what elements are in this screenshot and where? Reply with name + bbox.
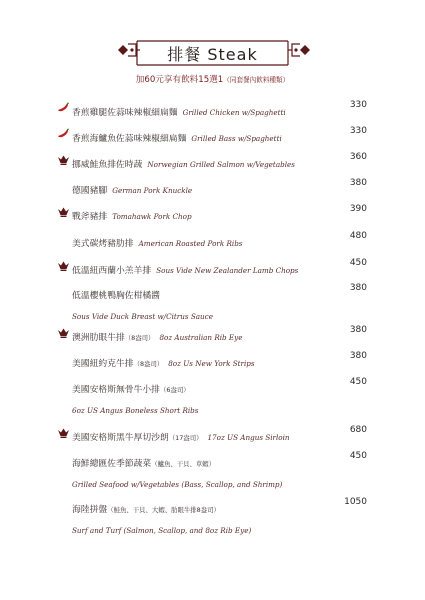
menu-item [0,178,425,196]
menu-item [0,351,425,369]
crown-icon [57,424,70,436]
menu-item [0,283,425,321]
menu-item-line [72,472,282,491]
menu-item-name-en: Sous Vide New Zealander Lamb Chops [156,266,299,275]
menu-title: 排餐 Steak [167,45,258,64]
menu-item-name-en: 8oz Us New York Strips [168,359,255,368]
title-frame [0,38,425,68]
menu-item [0,497,425,535]
menu-item [0,451,425,489]
drink-offer-note: （同套餐內飲料種類） [223,76,290,84]
menu-item-line [72,100,286,119]
menu-item-price: 330 [349,126,367,136]
menu-item-note: （6盎司） [159,386,190,394]
menu-item-name-en: 17oz US Angus Sirloin [207,433,290,442]
menu-item-price: 1050 [344,497,367,507]
menu-item-price: 380 [349,283,367,293]
menu-item-name-zh: 美國安格斯黑牛厚切沙朗 [72,433,169,443]
menu-item-line [72,304,213,323]
drink-offer [0,73,425,85]
menu-item-price: 450 [349,451,367,461]
menu-item-price: 330 [349,100,367,110]
menu-item-line [72,518,251,537]
menu-item-line [72,178,192,197]
menu-item [0,100,425,118]
menu-item-name-zh: 低溫櫻桃鴨胸佐柑橘醬 [72,291,160,301]
menu-item-name-en: German Pork Knuckle [112,186,193,195]
menu-item-name-zh: 戰斧豬排 [72,212,108,222]
menu-item [0,325,425,343]
menu-item [0,231,425,249]
chili-pepper-icon [57,125,70,137]
menu-item-name-en: Sous Vide Duck Breast w/Citrus Sauce [72,312,213,321]
menu-item [0,152,425,170]
menu-item-name-en: Tomahawk Pork Chop [112,212,192,221]
drink-offer-text: 加60元享有飲料15選1 [135,75,224,85]
menu-item-name-en: 6oz US Angus Boneless Short Ribs [72,406,199,415]
menu-item-name-en: American Roasted Pork Ribs [138,239,243,248]
menu-item-line [72,152,295,171]
menu-item-line [72,126,282,145]
menu-item-line [72,231,243,250]
menu-item-price: 390 [349,204,367,214]
menu-item-name-zh: 德國豬腳 [72,186,108,196]
menu-item-name-en: Grilled Bass w/Spaghetti [191,134,282,143]
menu-item-price: 380 [349,325,367,335]
menu-item-price: 680 [349,425,367,435]
menu-item-name-zh: 香煎海鱸魚佐蒜味辣椒細扁麵 [72,134,187,144]
menu-item-line [72,283,160,302]
menu-header [0,38,425,68]
menu-item-name-zh: 香煎雞腿佐蒜味辣椒細扁麵 [72,108,178,118]
menu-item-name-zh: 挪威鮭魚排佐時蔬 [72,160,143,170]
menu-item-line [72,204,192,223]
crown-icon [57,324,70,336]
menu-item-name-zh: 美國紐約克牛排 [72,359,134,369]
menu-item [0,258,425,276]
menu-item-line [72,325,242,344]
menu-item-note: （17盎司） [168,434,203,442]
menu-item [0,377,425,415]
menu-item-note: （鱸魚、干貝、草蝦） [151,460,216,468]
menu-item-name-en: Grilled Seafood w/Vegetables (Bass, Scallop, and Shrimp) [72,480,283,489]
menu-item-line [72,377,190,396]
menu-item-name-en: 8oz Australian Rib Eye [159,333,243,342]
menu-item-price: 380 [349,178,367,188]
menu-item-name-zh: 澳洲肋眼牛排 [72,333,125,343]
menu-item [0,425,425,443]
crown-icon [57,203,70,215]
menu-item-price: 380 [349,351,367,361]
menu-item-name-zh: 海陸拼盤 [72,505,108,515]
menu-item-price: 360 [349,152,367,162]
menu-item-note: （鮭魚、干貝、大蝦、肋眼牛排8盎司） [107,506,220,514]
crown-icon [57,257,70,269]
menu-item [0,126,425,144]
menu-item-note: （8盎司） [133,360,164,368]
menu-item-line [72,258,298,277]
menu-item-line [72,351,255,370]
menu-item-price: 480 [349,231,367,241]
menu-item-line [72,497,220,516]
menu-item-name-zh: 海鮮總匯佐季節蔬菜 [72,459,152,469]
menu-item-note: （8盎司） [124,334,155,342]
menu-item-name-zh: 美式碳烤豬肋排 [72,239,134,249]
menu-item-price: 450 [349,258,367,268]
menu-item-line [72,451,215,470]
menu-item-line [72,425,290,444]
menu-item-name-en: Grilled Chicken w/Spaghetti [182,108,286,117]
menu-item-name-zh: 低溫紐西蘭小羔羊排 [72,266,152,276]
chili-pepper-icon [57,99,70,111]
menu-item-name-en: Surf and Turf (Salmon, Scallop, and 8oz Rib Eye) [72,526,252,535]
menu-item-price: 450 [349,377,367,387]
menu-item-name-zh: 美國安格斯無骨牛小排 [72,385,160,395]
menu-item-name-en: Norwegian Grilled Salmon w/Vegetables [147,160,295,169]
menu-item [0,204,425,222]
crown-icon [57,151,70,163]
menu-item-line [72,398,198,417]
